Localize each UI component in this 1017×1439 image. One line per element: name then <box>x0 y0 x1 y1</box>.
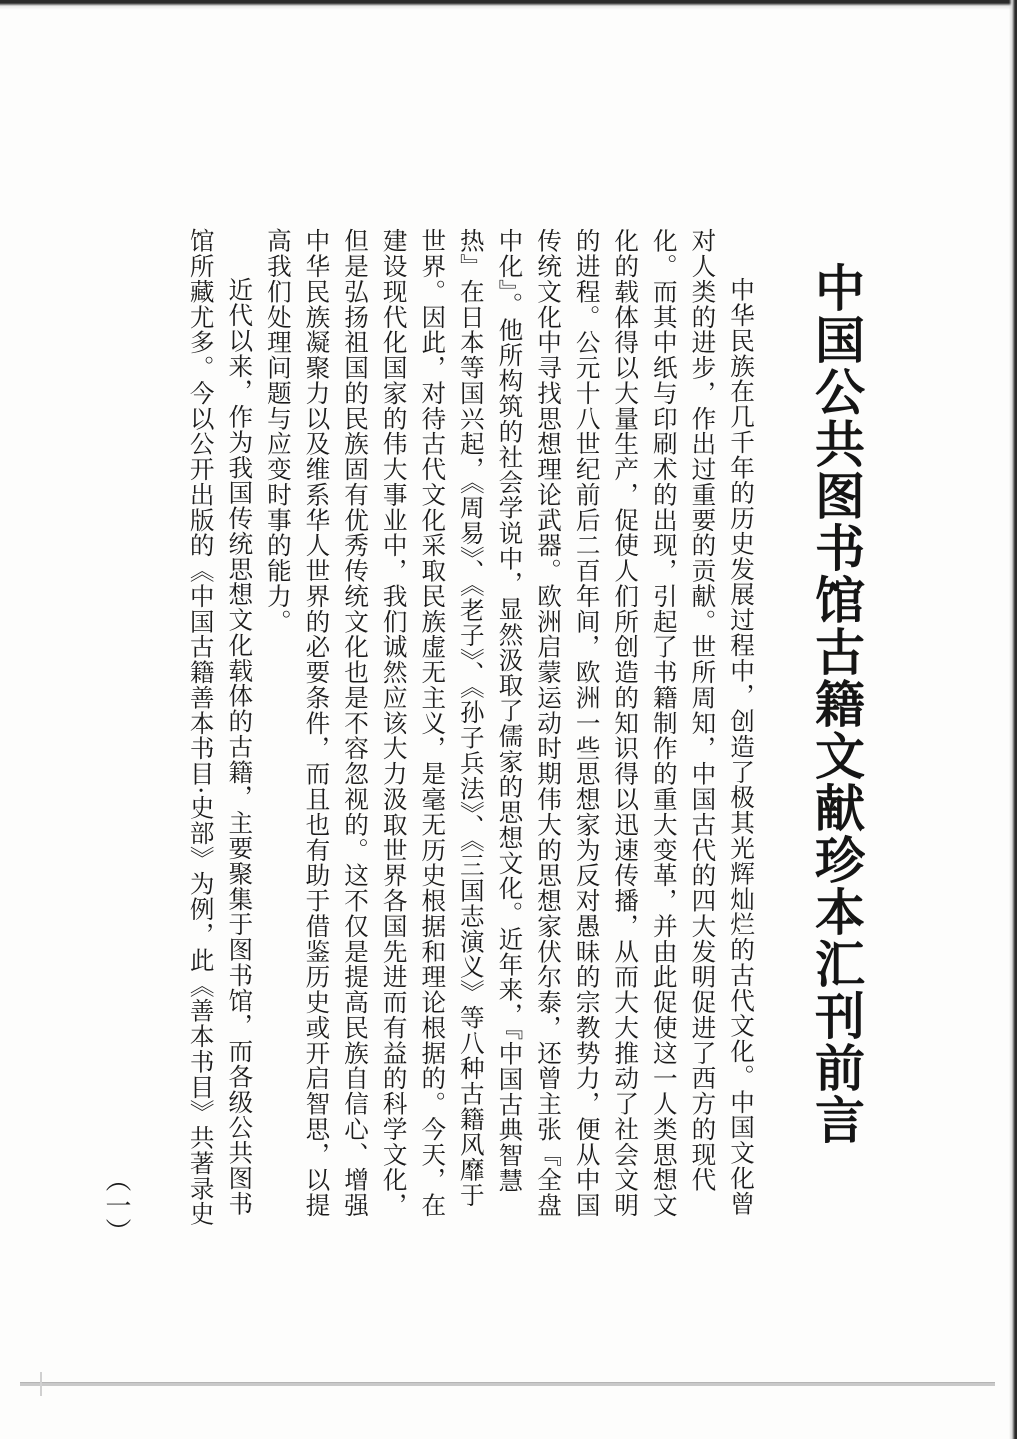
paragraph-2: 近代以来，作为我国传统思想文化载体的古籍，主要聚集于图书馆，而各级公共图书馆所藏尤多。今以公开出版的《中国古籍善本书目·史部》为例，此《善本书目》共著录史 <box>186 228 255 1227</box>
page-edge-right <box>1009 0 1017 1439</box>
paragraph-1: 中华民族在几千年的历史发展过程中，创造了极其光辉灿烂的古代文化。中国文化曾对人类的进步，作出过重要的贡献。世所周知，中国古代的四大发明促进了西方的现代化。而其中纸与印刷术的出现，引起了书籍制作的重大变革，并由此促使这一人类思想文化的载体得以大量生产，促使人们所创造的知识得以迅速传播，从而大大推动了社会文明的进程。公元十八世纪前后二百年间，欧洲一些思想家为反对愚昧的宗教势力，便从中国传统文化中寻找思想理论武器。欧洲启蒙运动时期伟大的思想家伏尔泰，还曾主张『全盘中化』。他所构筑的社会学说中，显然汲取了儒家的思想文化。近年来，『中国古典智慧热』在日本等国兴起，《周易》、《老子》、《孙子兵法》、《三国志演义》等八种古籍风靡于世界。因此，对待古代文化采取民族虚无主义，是毫无历史根据和理论根据的。今天，在建设现代化国家的伟大事业中，我们诚然应该大力汲取世界各国先进而有益的科学文化，但是弘扬祖国的民族固有优秀传统文化也是不容忽视的。这不仅是提高民族自信心、增强中华民族凝聚力以及维系华人世界的必要条件，而且也有助于借鉴历史或开启智思，以提高我们处理问题与应变时事的能力。 <box>263 228 756 1218</box>
page-number: （一） <box>101 1166 131 1244</box>
page-edge-bottom <box>20 1382 995 1386</box>
page-edge-mark <box>40 1372 42 1396</box>
page-edge-top <box>0 0 1017 10</box>
document-title: 中国公共图书馆古籍文献珍本汇刊前言 <box>807 262 865 1146</box>
body-text <box>180 228 760 1228</box>
